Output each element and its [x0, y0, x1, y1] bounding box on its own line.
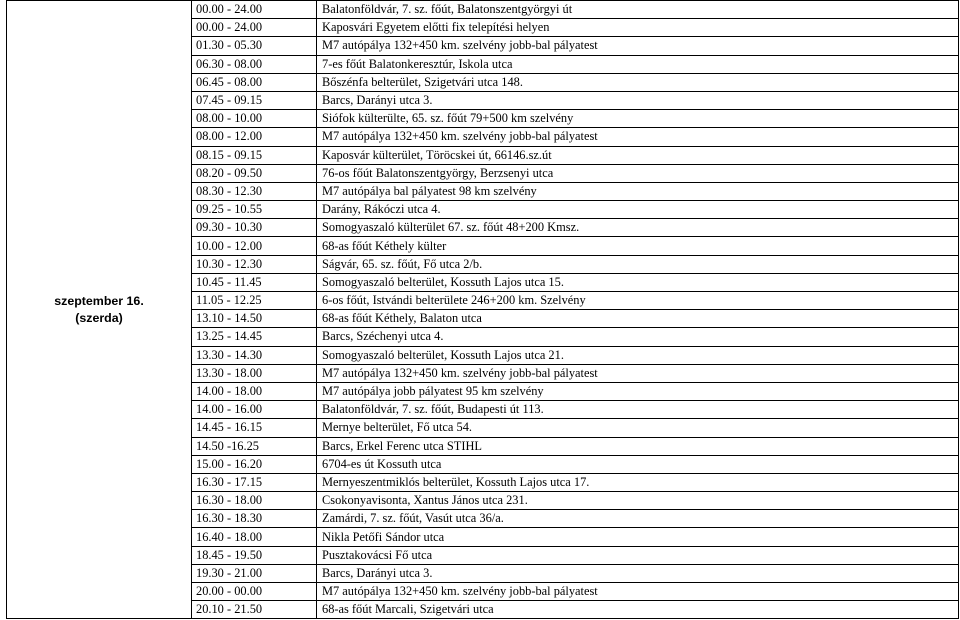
location: Somogyaszaló belterület, Kossuth Lajos utca 21. [317, 346, 959, 364]
time-range: 20.10 - 21.50 [192, 601, 317, 619]
location: Pusztakovácsi Fő utca [317, 546, 959, 564]
location: 68-as főút Kéthely, Balaton utca [317, 310, 959, 328]
time-range: 16.30 - 18.30 [192, 510, 317, 528]
time-range: 10.30 - 12.30 [192, 255, 317, 273]
location: Barcs, Darányi utca 3. [317, 564, 959, 582]
time-range: 16.40 - 18.00 [192, 528, 317, 546]
time-range: 14.00 - 18.00 [192, 382, 317, 400]
time-range: 08.15 - 09.15 [192, 146, 317, 164]
time-range: 16.30 - 17.15 [192, 473, 317, 491]
time-range: 08.30 - 12.30 [192, 182, 317, 200]
weekday-label: (szerda) [75, 310, 123, 325]
schedule-table [6, 0, 959, 619]
schedule-body [7, 1, 959, 619]
location: Bőszénfa belterület, Szigetvári utca 148. [317, 73, 959, 91]
time-range: 13.10 - 14.50 [192, 310, 317, 328]
location: M7 autópálya 132+450 km. szelvény jobb-bal pályatest [317, 37, 959, 55]
location: Ságvár, 65. sz. főút, Fő utca 2/b. [317, 255, 959, 273]
location: Nikla Petőfi Sándor utca [317, 528, 959, 546]
location: 76-os főút Balatonszentgyörgy, Berzsenyi utca [317, 164, 959, 182]
location: Barcs, Darányi utca 3. [317, 91, 959, 109]
time-range: 01.30 - 05.30 [192, 37, 317, 55]
location: Siófok külterülte, 65. sz. főút 79+500 km szelvény [317, 110, 959, 128]
location: 68-as főút Kéthely külter [317, 237, 959, 255]
schedule-row [7, 1, 959, 19]
time-range: 16.30 - 18.00 [192, 492, 317, 510]
time-range: 20.00 - 00.00 [192, 583, 317, 601]
date-cell [7, 1, 192, 619]
time-range: 07.45 - 09.15 [192, 91, 317, 109]
time-range: 15.00 - 16.20 [192, 455, 317, 473]
location: M7 autópálya bal pályatest 98 km szelvény [317, 182, 959, 200]
time-range: 13.30 - 14.30 [192, 346, 317, 364]
location: Darány, Rákóczi utca 4. [317, 201, 959, 219]
location: Barcs, Széchenyi utca 4. [317, 328, 959, 346]
time-range: 10.45 - 11.45 [192, 273, 317, 291]
time-range: 11.05 - 12.25 [192, 292, 317, 310]
time-range: 08.00 - 10.00 [192, 110, 317, 128]
time-range: 09.30 - 10.30 [192, 219, 317, 237]
date-label: szeptember 16. [54, 293, 144, 308]
time-range: 06.30 - 08.00 [192, 55, 317, 73]
time-range: 06.45 - 08.00 [192, 73, 317, 91]
time-range: 13.25 - 14.45 [192, 328, 317, 346]
time-range: 19.30 - 21.00 [192, 564, 317, 582]
location: 68-as főút Marcali, Szigetvári utca [317, 601, 959, 619]
time-range: 08.20 - 09.50 [192, 164, 317, 182]
location: Kaposvári Egyetem előtti fix telepítési helyen [317, 19, 959, 37]
time-range: 00.00 - 24.00 [192, 19, 317, 37]
time-range: 18.45 - 19.50 [192, 546, 317, 564]
location: Zamárdi, 7. sz. főút, Vasút utca 36/a. [317, 510, 959, 528]
location: Balatonföldvár, 7. sz. főút, Balatonszentgyörgyi út [317, 1, 959, 19]
location: Csokonyavisonta, Xantus János utca 231. [317, 492, 959, 510]
time-range: 14.45 - 16.15 [192, 419, 317, 437]
location: M7 autópálya jobb pályatest 95 km szelvény [317, 382, 959, 400]
location: Mernyeszentmiklós belterület, Kossuth Lajos utca 17. [317, 473, 959, 491]
time-range: 10.00 - 12.00 [192, 237, 317, 255]
time-range: 09.25 - 10.55 [192, 201, 317, 219]
time-range: 08.00 - 12.00 [192, 128, 317, 146]
location: 6-os főút, Istvándi belterülete 246+200 km. Szelvény [317, 292, 959, 310]
time-range: 14.00 - 16.00 [192, 401, 317, 419]
time-range: 00.00 - 24.00 [192, 1, 317, 19]
location: M7 autópálya 132+450 km. szelvény jobb-bal pályatest [317, 128, 959, 146]
location: Somogyaszaló belterület, Kossuth Lajos utca 15. [317, 273, 959, 291]
location: Kaposvár külterület, Töröcskei út, 66146.sz.út [317, 146, 959, 164]
time-range: 13.30 - 18.00 [192, 364, 317, 382]
location: M7 autópálya 132+450 km. szelvény jobb-bal pályatest [317, 364, 959, 382]
location: Somogyaszaló külterület 67. sz. főút 48+200 Kmsz. [317, 219, 959, 237]
location: Balatonföldvár, 7. sz. főút, Budapesti út 113. [317, 401, 959, 419]
location: 7-es főút Balatonkeresztúr, Iskola utca [317, 55, 959, 73]
location: Barcs, Erkel Ferenc utca STIHL [317, 437, 959, 455]
location: Mernye belterület, Fő utca 54. [317, 419, 959, 437]
time-range: 14.50 -16.25 [192, 437, 317, 455]
location: M7 autópálya 132+450 km. szelvény jobb-bal pályatest [317, 583, 959, 601]
location: 6704-es út Kossuth utca [317, 455, 959, 473]
